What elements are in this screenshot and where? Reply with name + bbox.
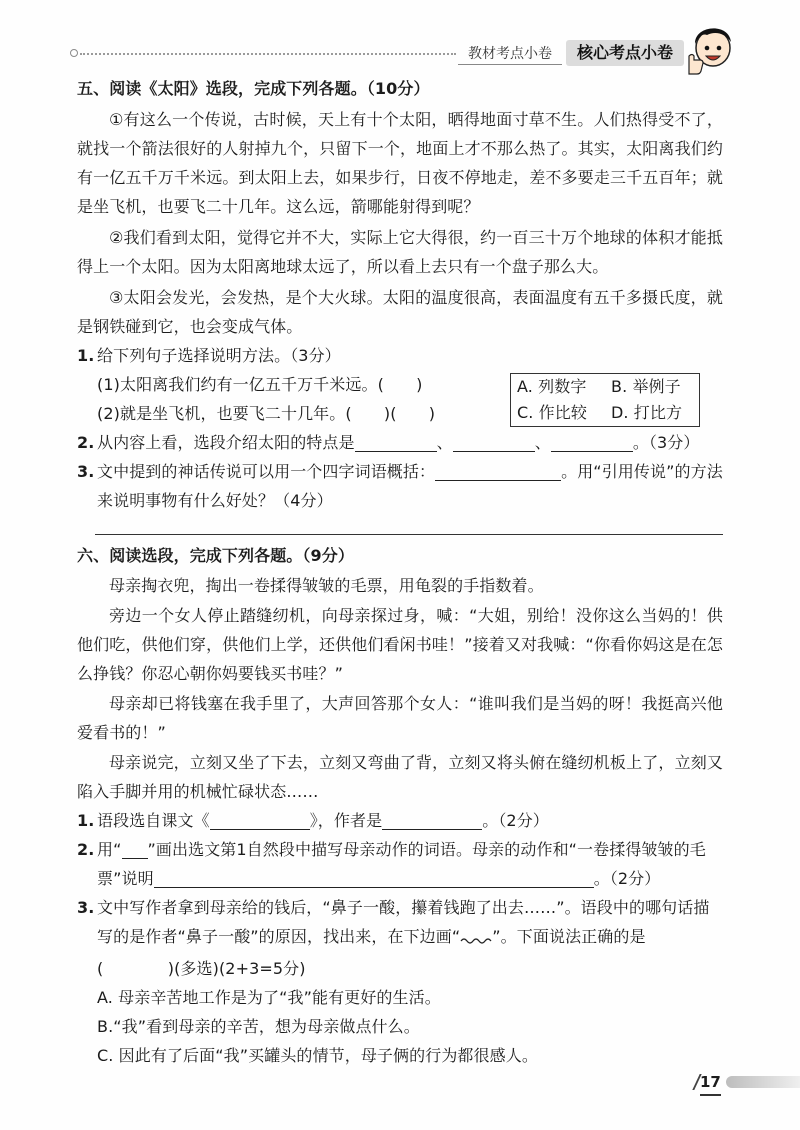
page-number: 17 bbox=[700, 1070, 721, 1096]
question-prompt: 给下列句子选择说明方法。（3分） bbox=[97, 346, 341, 365]
question-text: ”画出选文第1自然段中描写母亲动作的词语。母亲的动作和“一卷揉得皱皱的毛票”说明 bbox=[97, 840, 706, 888]
page-number-tab bbox=[686, 1070, 726, 1094]
option-c: C. 作比较 bbox=[517, 403, 587, 422]
answer-parentheses: ( )(多选)(2+3=5分) bbox=[97, 959, 306, 978]
question-number: 1. bbox=[77, 811, 95, 830]
underline-mark bbox=[122, 841, 148, 859]
worksheet-content bbox=[77, 74, 723, 1070]
answer-blank bbox=[551, 434, 633, 452]
passage-paragraph: ②我们看到太阳，觉得它并不大，实际上它大得很，约一百三十万个地球的体积才能抵得上一个太阳。因为太阳离地球太远了，所以看上去只有一个盘子那么大。 bbox=[77, 228, 723, 276]
section-six bbox=[77, 541, 723, 1070]
question-text: 。（2分） bbox=[593, 869, 661, 888]
question-5-1 bbox=[77, 341, 723, 370]
question-5-3 bbox=[77, 457, 723, 515]
question-6-2 bbox=[77, 835, 723, 893]
answer-blank bbox=[382, 812, 482, 830]
header-dot-ornament bbox=[70, 49, 78, 57]
option-d: D. 打比方 bbox=[611, 403, 683, 422]
question-text: 用“ bbox=[97, 840, 122, 859]
question-text: 从内容上看，选段介绍太阳的特点是 bbox=[97, 433, 355, 452]
method-options-box bbox=[510, 373, 700, 427]
section-five bbox=[77, 74, 723, 535]
question-text: 文中提到的神话传说可以用一个四字词语概括： bbox=[97, 462, 436, 481]
sentence-item: (1)太阳离我们约有一亿五千万千米远。( ) bbox=[97, 375, 423, 394]
choice-option-b: B.“我”看到母亲的辛苦，想为母亲做点什么。 bbox=[97, 1017, 420, 1036]
question-text: 文中写作者拿到母亲给的钱后，“鼻子一酸，攥着钱跑了出去……”。语段中的哪句话描写的是作者“鼻子一酸”的原因，找出来，在下边画“ bbox=[97, 898, 710, 946]
question-5-2 bbox=[77, 428, 723, 457]
question-text: 、 bbox=[436, 433, 453, 452]
answer-blank bbox=[355, 434, 437, 452]
passage-paragraph: 母亲掏衣兜，掏出一卷揉得皱皱的毛票，用龟裂的手指数着。 bbox=[109, 576, 544, 595]
choice-option-c: C. 因此有了后面“我”买罐头的情节，母子俩的行为都很感人。 bbox=[97, 1046, 538, 1065]
answer-blank bbox=[453, 434, 535, 452]
question-text: 。用“引用传说”的方法来说明事物有什么好处？（4分） bbox=[97, 462, 723, 510]
passage-paragraph: ③太阳会发光，会发热，是个大火球。太阳的温度很高，表面温度有五千多摄氏度，就是钢铁碰到它，也会变成气体。 bbox=[77, 288, 723, 336]
question-6-3 bbox=[77, 893, 723, 983]
passage-paragraph: 母亲说完，立刻又坐了下去，立刻又弯曲了背，立刻又将头俯在缝纫机板上了，立刻又陷入手脚并用的机械忙碌状态…… bbox=[77, 753, 723, 801]
passage-paragraph: 旁边一个女人停止踏缝纫机，向母亲探过身，喊：“大姐，别给！没你这么当妈的！供他们吃，供他们穿，供他们上学，还供他们看闲书哇！”接着又对我喊：“你看你妈这是在怎么挣钱？你忍心朝你妈要钱买书哇？” bbox=[77, 606, 723, 683]
mascot-boy-icon bbox=[684, 19, 736, 77]
answer-blank bbox=[154, 870, 594, 888]
question-text: 。（2分） bbox=[482, 811, 549, 830]
sentence-item: (2)就是坐飞机，也要飞二十几年。( )( ) bbox=[97, 404, 436, 423]
question-5-1-body bbox=[77, 370, 723, 428]
question-number: 2. bbox=[77, 433, 95, 452]
question-number: 3. bbox=[77, 462, 95, 481]
passage-paragraph: ①有这么一个传说，古时候，天上有十个太阳，晒得地面寸草不生。人们热得受不了，就找一个箭法很好的人射掉九个，只留下一个，地面上才不那么热了。其实，太阳离我们约有一亿五千万千米远。到太阳上去，如果步行，日夜不停地走，差不多要走三千五百年；就是坐飞机，也要飞二十几年。这么远，箭哪能射得到呢？ bbox=[77, 110, 723, 216]
question-6-1 bbox=[77, 806, 723, 835]
passage-paragraph: 母亲却已将钱塞在我手里了，大声回答那个女人：“谁叫我们是当妈的呀！我挺高兴他爱看书的！” bbox=[77, 694, 723, 742]
option-a: A. 列数字 bbox=[517, 377, 587, 396]
question-text: 》，作者是 bbox=[309, 811, 383, 830]
answer-blank bbox=[435, 463, 561, 481]
header-tab-core-quiz: 核心考点小卷 bbox=[566, 40, 684, 66]
question-text: ”。下面说法正确的是 bbox=[492, 927, 646, 946]
header-dotted-line bbox=[80, 53, 456, 55]
page-edge-bar bbox=[726, 1076, 800, 1088]
question-text: 。（3分） bbox=[632, 433, 700, 452]
question-number: 3. bbox=[77, 898, 95, 917]
choice-option-a: A. 母亲辛苦地工作是为了“我”能有更好的生活。 bbox=[97, 988, 441, 1007]
section-six-title: 六、阅读选段，完成下列各题。（9分） bbox=[77, 546, 354, 565]
answer-line bbox=[95, 515, 723, 535]
question-text: 、 bbox=[534, 433, 551, 452]
option-b: B. 举例子 bbox=[611, 377, 681, 396]
question-number: 1. bbox=[77, 346, 95, 365]
wavy-line-mark bbox=[460, 925, 492, 954]
header-tab-textbook-quiz: 教材考点小卷 bbox=[458, 43, 562, 65]
question-number: 2. bbox=[77, 840, 95, 859]
answer-blank bbox=[210, 812, 310, 830]
section-five-title: 五、阅读《太阳》选段，完成下列各题。（10分） bbox=[77, 79, 430, 98]
question-text: 语段选自课文《 bbox=[97, 811, 210, 830]
